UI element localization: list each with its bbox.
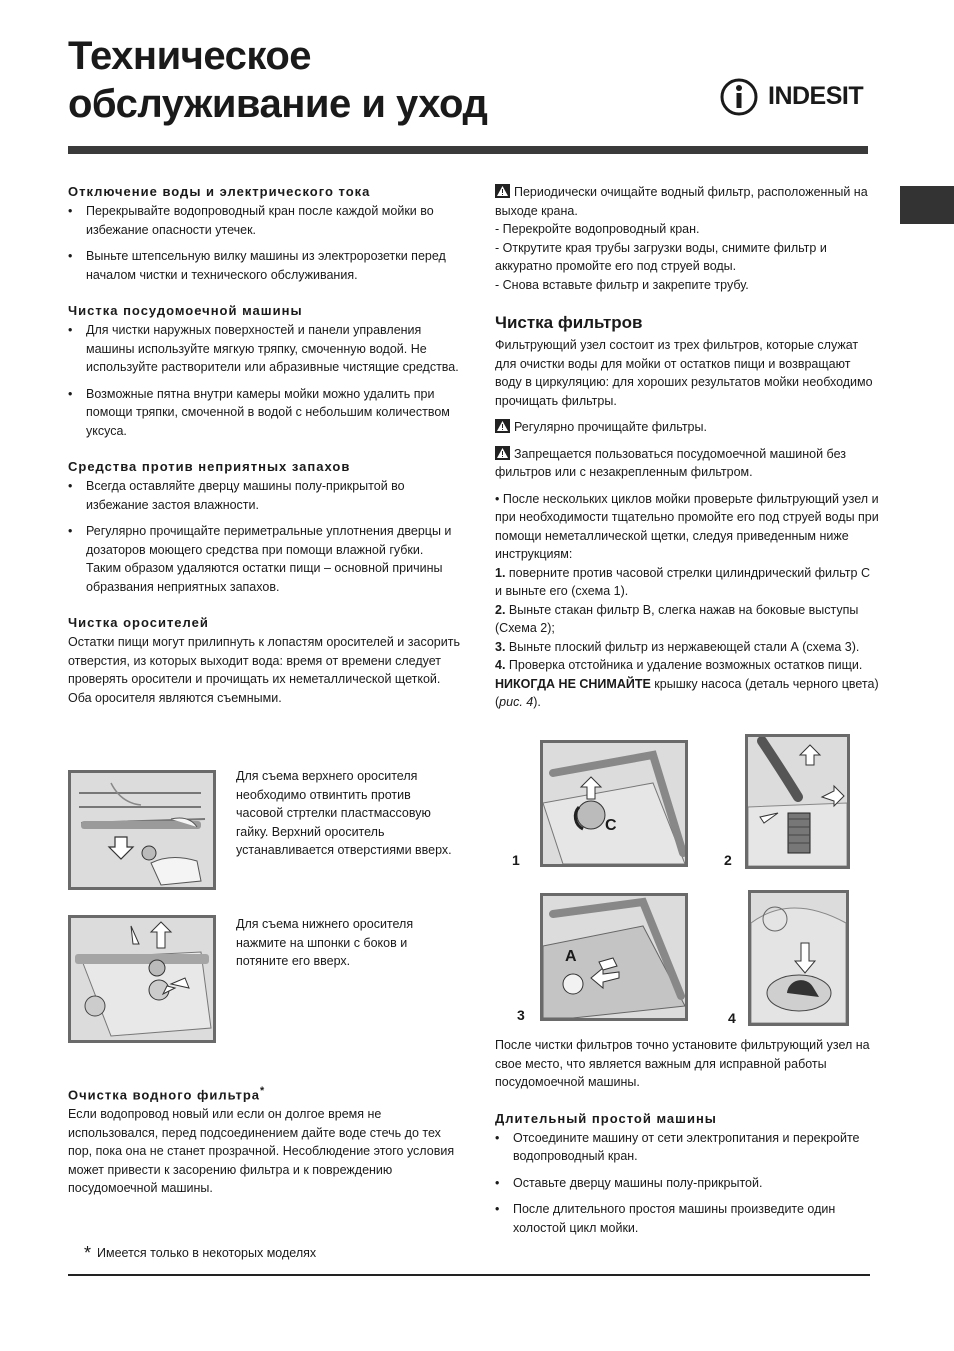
right-column-lower bbox=[495, 1036, 880, 1245]
water-filter-text: Если водопровод новый или если он долгое время не использовался, перед подсоединением дайте воде стечь до тех пор, пока она не станет прозрачной. Несоблюдение этого условия может привести к засорению фильтра и к повреждению посудомоечной машины. bbox=[68, 1107, 455, 1196]
section-title-cleaning: Чистка посудомоечной машины bbox=[68, 303, 303, 318]
step-3: 3. Выньте плоский фильтр из нержавеющей стали А (схема 3). bbox=[495, 639, 860, 654]
filter-c-label: C bbox=[605, 817, 617, 834]
list-item: • После длительного простоя машины произведите один холостой цикл мойки. bbox=[495, 1200, 880, 1237]
filters-text: Фильтрующий узел состоит из трех фильтров, которые служат для очистки воды для мойки от остатков пищи и возвращают воду в циркуляцию: для хороших результатов мойки необходимо прочищать фильтры. bbox=[495, 338, 873, 408]
language-tab-marker bbox=[900, 186, 954, 224]
filters-intro: • После нескольких циклов мойки проверьте фильтрующий узел и при необходимости тщательно промойте его под струей воды при помощи неметаллической щетки, следуя приведенным ниже инструкциям: bbox=[495, 491, 879, 561]
instruction-line: - Снова вставьте фильтр и закрепите трубу. bbox=[495, 277, 749, 292]
instruction-line: - Перекройте водопроводный кран. bbox=[495, 222, 700, 236]
section-title-sprayers: Чистка оросителей bbox=[68, 615, 209, 630]
figure-number-1: 1 bbox=[512, 852, 520, 868]
figure-filter-3 bbox=[540, 893, 688, 1021]
right-column bbox=[495, 183, 880, 712]
warning-icon bbox=[495, 419, 510, 433]
figure-number-3: 3 bbox=[517, 1007, 525, 1023]
list-cleaning bbox=[68, 321, 460, 440]
step-4: 4. Проверка отстойника и удаление возможных остатков пищи. НИКОГДА НЕ СНИМАЙТЕ крышку насоса (деталь черного цвета) (рис. 4). bbox=[495, 658, 879, 709]
upper-sprayer-caption: Для съема верхнего оросителя необходимо отвинтить против часовой стртелки пластмассовую гайку. Верхний ороситель устанавливается отверстиями вверх. bbox=[236, 769, 452, 857]
page-title-line2: обслуживание и уход bbox=[68, 82, 488, 126]
brand-name: INDESIT bbox=[768, 82, 864, 110]
footnote-star: * bbox=[84, 1243, 92, 1263]
list-item: • Регулярно прочищайте периметральные уплотнения дверцы и дозаторов моющего средства при помощи влажной губки. Таким образом удаляются остатки пищи – основной причины образвания неприятных запахов. bbox=[68, 522, 460, 596]
header-rule bbox=[68, 146, 868, 154]
page-title-line1: Техническое bbox=[68, 34, 312, 78]
figure-lower-sprayer bbox=[68, 915, 216, 1043]
figure-upper-sprayer bbox=[68, 770, 216, 890]
list-item: • Возможные пятна внутри камеры мойки можно удалить при помощи тряпки, смоченной в водой с небольшим количеством уксуса. bbox=[68, 385, 460, 441]
footnote-text: Имеется только в некоторых моделях bbox=[97, 1246, 317, 1260]
list-item: • Для чистки наружных поверхностей и панели управления машины используйте мягкую тряпку, смоченную водой. Не используйте растворители или абразивные чистящие средства. bbox=[68, 321, 460, 377]
footnote bbox=[84, 1244, 316, 1262]
figure-number-2: 2 bbox=[724, 852, 732, 868]
left-column bbox=[68, 183, 460, 707]
footer-rule bbox=[68, 1274, 870, 1276]
list-item: • Отсоедините машину от сети электропитания и перекройте водопроводный кран. bbox=[495, 1129, 880, 1166]
after-figures-text: После чистки фильтров точно установите фильтрующий узел на свое место, что является важным для исправной работы посудомоечной машины. bbox=[495, 1038, 870, 1089]
filter-a-label: A bbox=[565, 948, 577, 965]
warning-water-filter: Периодически очищайте водный фильтр, расположенный на выходе крана. bbox=[495, 185, 868, 218]
warning-icon bbox=[495, 184, 510, 198]
figure-filter-2 bbox=[745, 734, 850, 869]
list-item: • Перекрывайте водопроводный кран после каждой мойки во избежание опасности утечек. bbox=[68, 202, 460, 239]
list-long-idle bbox=[495, 1129, 880, 1238]
section-title-water-power: Отключение воды и электрического тока bbox=[68, 184, 371, 199]
instruction-line: - Открутите края трубы загрузки воды, снимите фильтр и аккуратно промойте его под струей воды. bbox=[495, 240, 827, 273]
list-odours bbox=[68, 477, 460, 596]
asterisk-marker: * bbox=[260, 1085, 266, 1097]
water-filter-section bbox=[68, 1083, 460, 1198]
figure-filter-1 bbox=[540, 740, 688, 867]
page-title bbox=[68, 32, 487, 128]
section-title-filters: Чистка фильтров bbox=[495, 313, 643, 332]
warning-no-filters: Запрещается пользоваться посудомоечной машиной без фильтров или с незакрепленным фильтром. bbox=[495, 446, 846, 479]
sprayers-text-removable: Оба оросителя являются съемными. bbox=[68, 690, 282, 705]
step-2: 2. Выньте стакан фильтр В, слегка нажав на боковые выступы (Схема 2); bbox=[495, 602, 859, 635]
list-item: • Выньте штепсельную вилку машины из электророзетки перед началом чистки и технического обслуживания. bbox=[68, 247, 460, 284]
warning-icon bbox=[495, 446, 510, 460]
list-water-power bbox=[68, 202, 460, 284]
sprayers-text: Остатки пищи могут прилипнуть к лопастям оросителей и засорить отверстия, из которых выходит вода: время от времени следует проверять оросители и прочищать их неметаллической щеткой. bbox=[68, 635, 460, 686]
figure-number-4: 4 bbox=[728, 1010, 736, 1026]
step-1: 1. поверните против часовой стрелки цилиндрический фильтр С и выньте его (схема 1). bbox=[495, 565, 870, 598]
figure-filter-4 bbox=[748, 890, 849, 1026]
section-title-long-idle: Длительный простой машины bbox=[495, 1110, 717, 1126]
lower-sprayer-caption: Для съема нижнего оросителя нажмите на шпонки с боков и потяните его вверх. bbox=[236, 917, 414, 968]
section-title-water-filter: Очистка водного фильтра* bbox=[68, 1085, 266, 1103]
list-item: • Всегда оставляйте дверцу машины полу-прикрытой во избежание застоя влажности. bbox=[68, 477, 460, 514]
section-title-odours: Средства против неприятных запахов bbox=[68, 459, 351, 474]
warning-clean-filters: Регулярно прочищайте фильтры. bbox=[495, 418, 880, 437]
list-item: • Оставьте дверцу машины полу-прикрытой. bbox=[495, 1174, 880, 1193]
